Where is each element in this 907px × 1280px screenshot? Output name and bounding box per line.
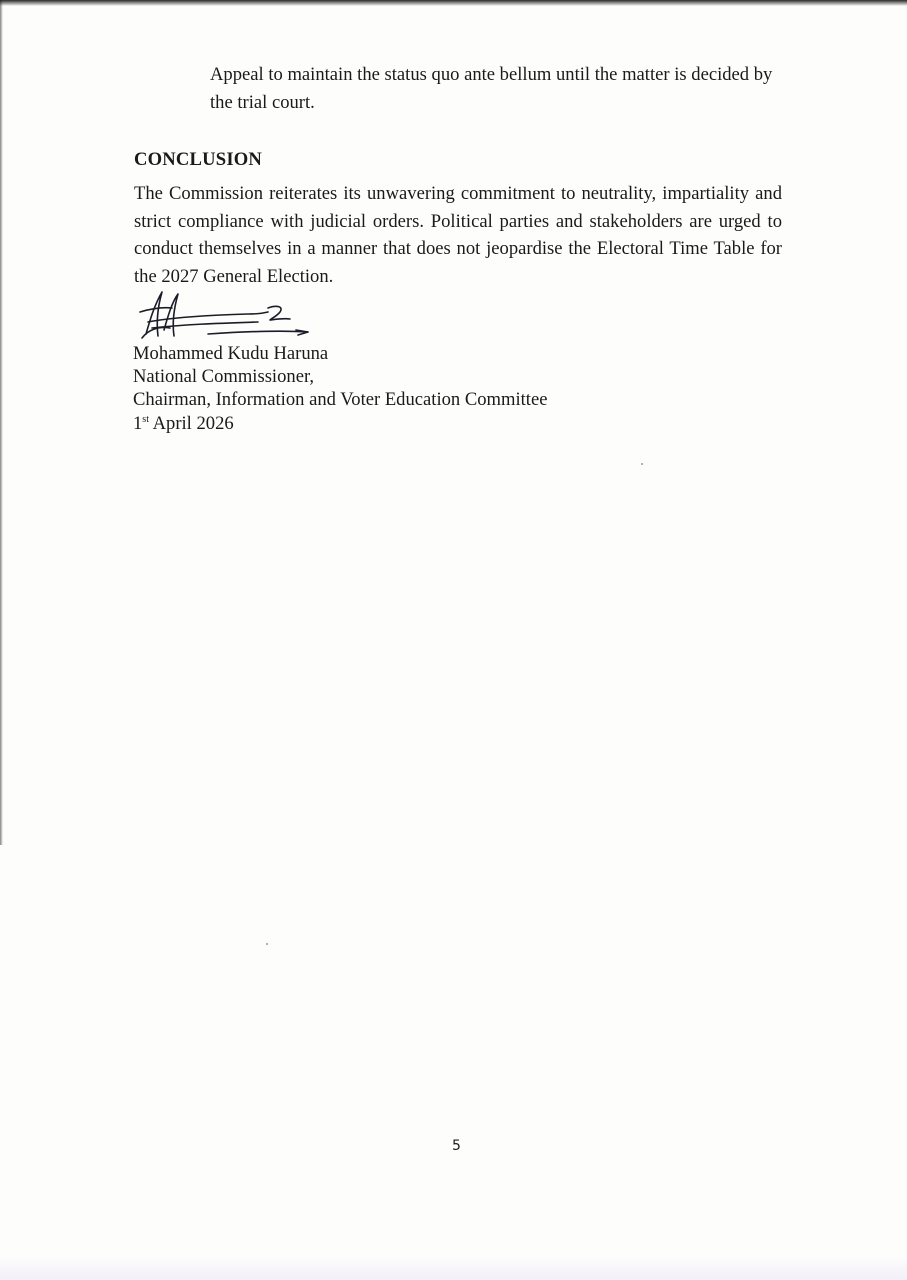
date-day: 1 xyxy=(133,413,143,434)
signatory-title: National Commissioner, xyxy=(133,366,315,387)
scan-speck xyxy=(266,943,268,945)
scan-top-edge xyxy=(0,0,907,6)
signatory-role: Chairman, Information and Voter Education Committee xyxy=(133,389,548,410)
page-number: 5 xyxy=(452,1138,461,1154)
date-month-year: April 2026 xyxy=(148,413,234,434)
document-date xyxy=(133,411,547,433)
appeal-paragraph: Appeal to maintain the status quo ante bellum until the matter is decided by the trial court. xyxy=(210,64,773,113)
conclusion-paragraph: The Commission reiterates its unwavering commitment to neutrality, impartiality and strict compliance with judicial orders. Political parties and stakeholders are urged to conduct themselves in a manner that does not jeopardise the Electoral Time Table for the 2027 General Election. xyxy=(134,183,782,287)
scan-bottom-edge xyxy=(0,1256,907,1280)
conclusion-heading: CONCLUSION xyxy=(134,149,263,170)
date-ordinal-suffix: st xyxy=(142,414,149,425)
signatory-name: Mohammed Kudu Haruna xyxy=(133,343,329,364)
signature-block xyxy=(133,342,547,433)
scan-speck xyxy=(641,463,643,465)
scan-left-edge xyxy=(0,0,3,845)
